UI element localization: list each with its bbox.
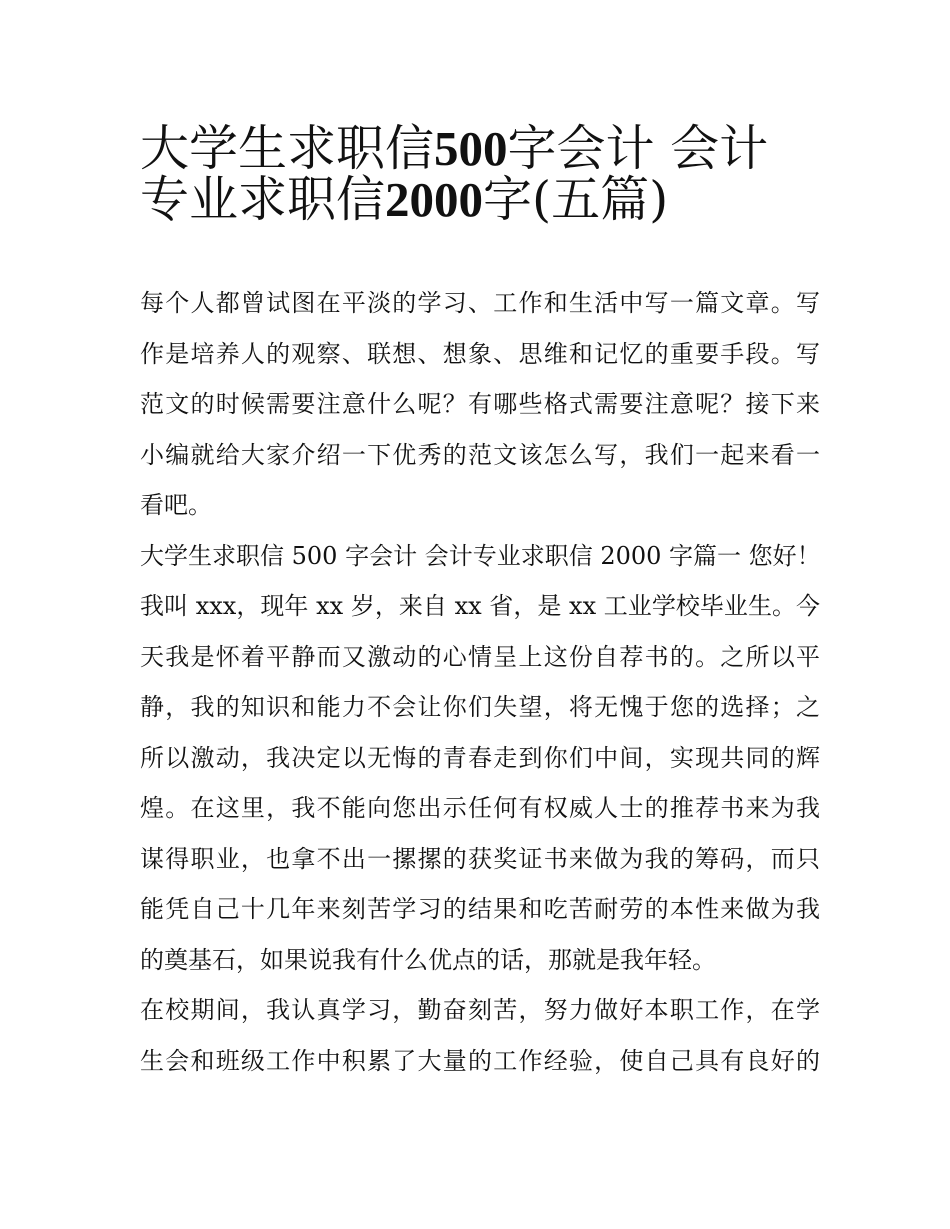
title-line-1: 大学生求职信500字会计 会计 bbox=[140, 120, 769, 177]
body-line: 煌。在这里，我不能向您出示任何有权威人士的推荐书来为我 bbox=[140, 794, 820, 822]
document-body bbox=[140, 278, 820, 1086]
body-line: 静，我的知识和能力不会让你们失望，将无愧于您的选择；之 bbox=[140, 693, 820, 721]
body-line: 在校期间，我认真学习，勤奋刻苦，努力做好本职工作，在学 bbox=[140, 996, 820, 1024]
body-line: 所以激动，我决定以无悔的青春走到你们中间，实现共同的辉 bbox=[140, 743, 820, 772]
body-line: 每个人都曾试图在平淡的学习、工作和生活中写一篇文章。写 bbox=[140, 289, 820, 317]
body-line: 的奠基石，如果说我有什么优点的话，那就是我年轻。 bbox=[140, 945, 716, 974]
body-line: 小编就给大家介绍一下优秀的范文该怎么写，我们一起来看一 bbox=[140, 440, 820, 469]
body-line: 看吧。 bbox=[140, 491, 212, 519]
body-line: 谋得职业，也拿不出一摞摞的获奖证书来做为我的筹码，而只 bbox=[140, 844, 820, 873]
body-line: 天我是怀着平静而又激动的心情呈上这份自荐书的。之所以平 bbox=[140, 642, 820, 671]
body-line: 大学生求职信 500 字会计 会计专业求职信 2000 字篇一 您好！ bbox=[140, 541, 821, 570]
body-line: 我叫 xxx，现年 xx 岁，来自 xx 省，是 xx 工业学校毕业生。今 bbox=[140, 592, 820, 620]
body-line: 能凭自己十几年来刻苦学习的结果和吃苦耐劳的本性来做为我 bbox=[140, 895, 820, 923]
body-line: 作是培养人的观察、联想、想象、思维和记忆的重要手段。写 bbox=[140, 339, 820, 368]
title-line-2: 专业求职信2000字(五篇) bbox=[140, 170, 669, 228]
body-line: 生会和班级工作中积累了大量的工作经验，使自己具有良好的 bbox=[140, 1046, 820, 1075]
body-line: 范文的时候需要注意什么呢？有哪些格式需要注意呢？接下来 bbox=[140, 390, 820, 418]
document-title bbox=[140, 112, 830, 228]
